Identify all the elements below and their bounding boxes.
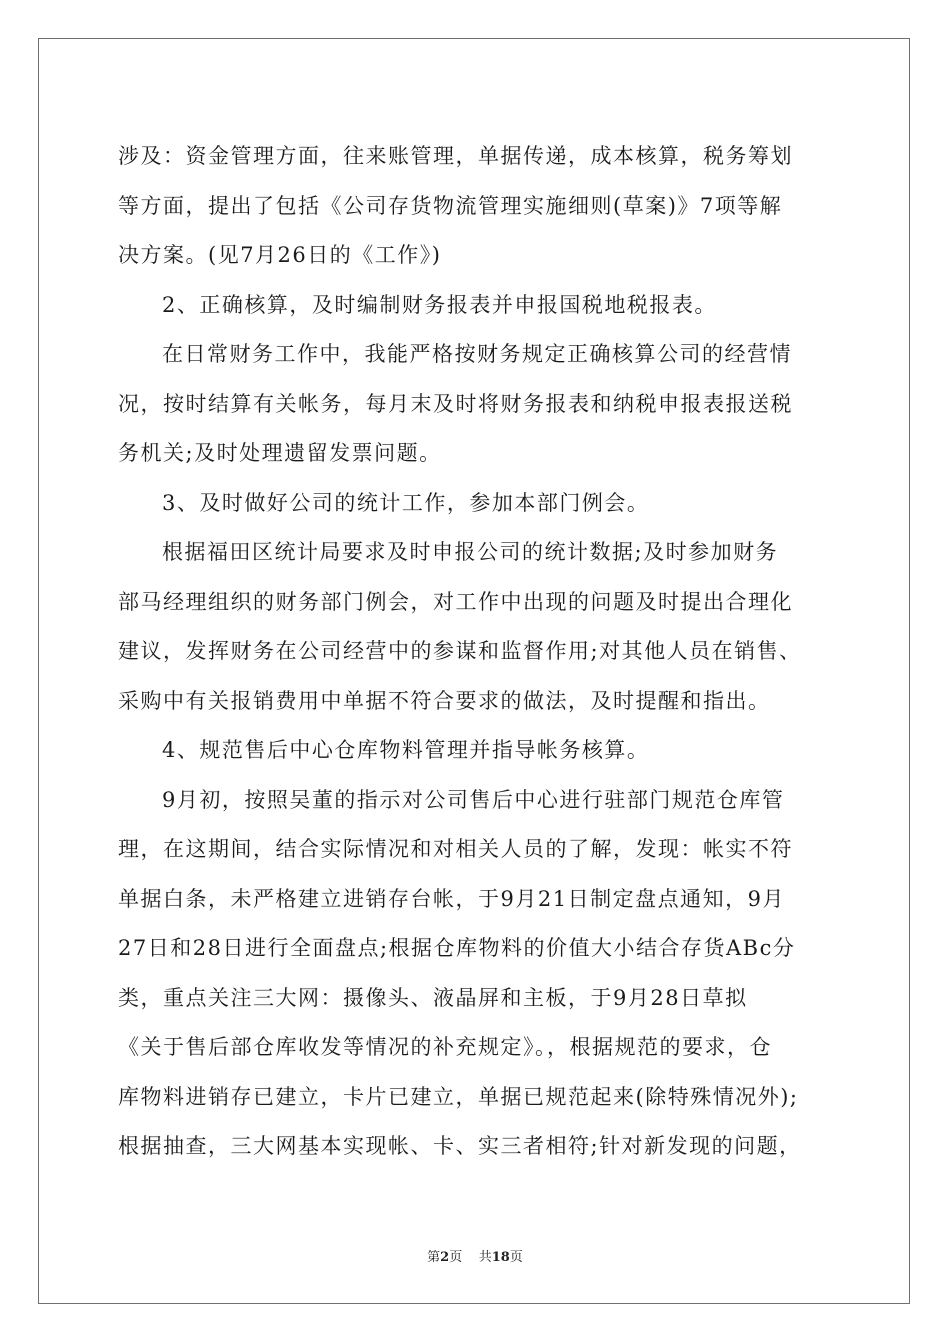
document-body	[118, 132, 838, 1172]
text-line: 理，在这期间，结合实际情况和对相关人员的了解，发现：帐实不符	[118, 837, 793, 861]
text-line: 库物料进销存已建立，卡片已建立，单据已规范起来(除特殊情况外);	[118, 1084, 799, 1109]
text-line: 涉及：资金管理方面，往来账管理，单据传递，成本核算，税务筹划	[118, 144, 793, 168]
text-line: 根据抽查，三大网基本实现帐、卡、实三者相符;针对新发现的问题，	[118, 1134, 802, 1158]
text-line: 决方案。(见7月26日的《工作》)	[118, 243, 442, 267]
page-footer	[0, 1246, 950, 1265]
section-heading: 2、正确核算，及时编制财务报表并申报国税地税报表。	[162, 292, 717, 317]
text-line: 务机关;及时处理遗留发票问题。	[118, 441, 442, 465]
page-unit: 页	[449, 1250, 463, 1265]
text-line: 在日常财务工作中，我能严格按财务规定正确核算公司的经营情	[162, 342, 792, 366]
total-unit: 页	[509, 1250, 523, 1265]
text-line: 单据白条，未严格建立进销存台帐，于9月21日制定盘点通知，9月	[118, 886, 785, 911]
text-line: 况，按时结算有关帐务，每月末及时将财务报表和纳税申报表报送税	[118, 391, 793, 416]
page-number: 2	[440, 1250, 450, 1265]
text-line: 9月初，按照吴董的指示对公司售后中心进行驻部门规范仓库管	[162, 787, 785, 812]
text-line: 根据福田区统计局要求及时申报公司的统计数据;及时参加财务	[162, 540, 779, 564]
total-pages: 18	[491, 1250, 510, 1265]
text-line: 27日和28日进行全面盘点;根据仓库物料的价值大小结合存货ABc分	[118, 936, 796, 960]
text-line: 《关于售后部仓库收发等情况的补充规定》。，根据规范的要求，仓	[118, 1035, 772, 1059]
total-prefix: 共	[478, 1250, 492, 1265]
section-heading: 4、规范售后中心仓库物料管理并指导帐务核算。	[162, 738, 650, 762]
text-line: 建议，发挥财务在公司经营中的参谋和监督作用;对其他人员在销售、	[118, 639, 802, 663]
section-heading: 3、及时做好公司的统计工作，参加本部门例会。	[162, 490, 650, 515]
page-prefix: 第	[427, 1250, 441, 1265]
text-line: 类，重点关注三大网：摄像头、液晶屏和主板，于9月28日草拟	[118, 985, 748, 1010]
text-line: 部马经理组织的财务部门例会，对工作中出现的问题及时提出合理化	[118, 589, 793, 614]
text-line: 采购中有关报销费用中单据不符合要求的做法，及时提醒和指出。	[118, 688, 771, 713]
text-line: 等方面，提出了包括《公司存货物流管理实施细则(草案)》7项等解	[118, 193, 783, 218]
